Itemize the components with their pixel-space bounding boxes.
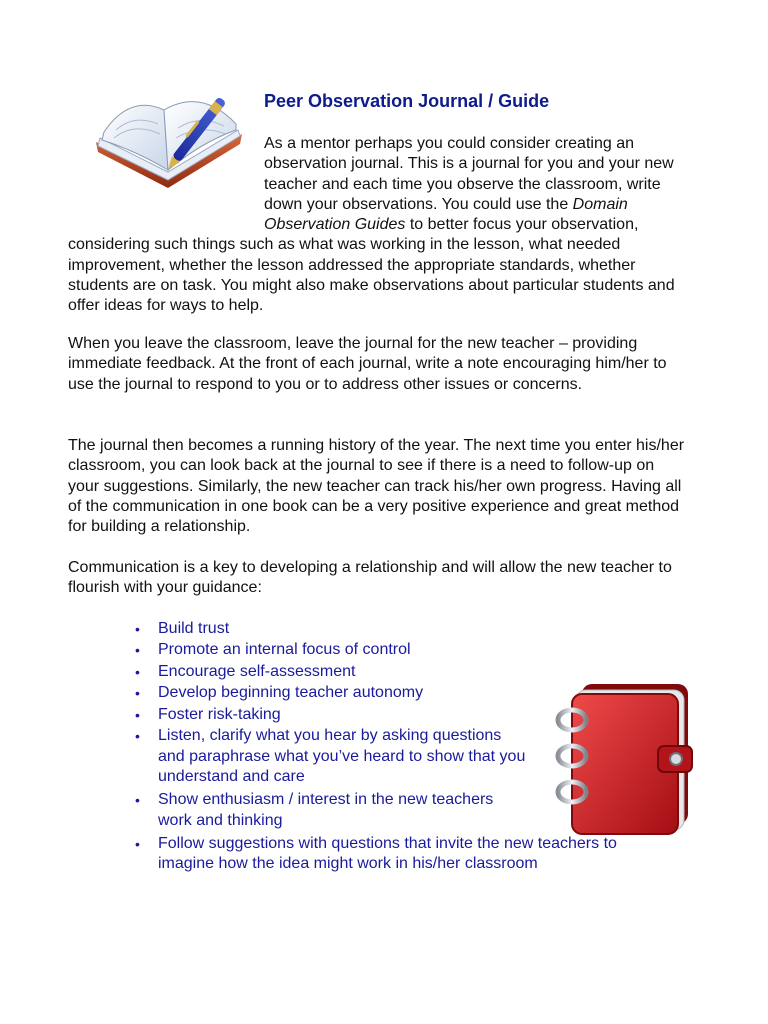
list-item: • Foster risk-taking <box>134 705 538 725</box>
feedback-paragraph: When you leave the classroom, leave the journal for the new teacher – providing immediate feedback. At the front of each journal, write a note encouraging him/her to use the journal to respond to you or to address other issues or concerns. <box>68 335 667 393</box>
list-item: • Encourage self-assessment <box>134 662 538 682</box>
communication-paragraph: Communication is a key to developing a relationship and will allow the new teacher to flourish with your guidance: <box>68 559 672 597</box>
list-item: • Develop beginning teacher autonomy <box>134 683 538 703</box>
bullet-icon: • <box>135 835 140 852</box>
list-item: • Build trust <box>134 619 538 639</box>
list-item: • Listen, clarify what you hear by asking questions and paraphrase what you’ve heard to show that you understand and care <box>135 727 526 786</box>
red-ring-planner-icon <box>548 680 700 840</box>
bullet-icon: • <box>135 663 140 680</box>
bullet-icon: • <box>135 706 140 723</box>
bullet-icon: • <box>135 685 140 702</box>
list-item: • Show enthusiasm / interest in the new teachers work and thinking <box>135 791 494 829</box>
list-item: • Follow suggestions with questions that invite the new teachers to imagine how the idea might work in his/her classroom <box>135 834 617 873</box>
bullet-icon: • <box>135 642 140 659</box>
page-title: Peer Observation Journal / Guide <box>264 91 550 111</box>
intro-text-start: As a mentor perhaps you could consider creating an observation journal. This is a journal for you and your new teacher and each time you observe the classroom, write down your observations. You could use the <box>264 135 674 213</box>
history-paragraph: The journal then becomes a running history of the year. The next time you enter his/her classroom, you can look back at the journal to see if there is a need to follow-up on your suggestions. Similarly, the new teacher can track his/her own progress. Having all of the communication in one book can be a very positive experience and great method for building a relationship. <box>68 437 685 536</box>
bullet-icon: • <box>135 621 140 637</box>
bullet-icon: • <box>135 792 140 809</box>
domain-guides-reference: Domain Observation Guides <box>264 195 628 234</box>
intro-text-end: to better focus your observation, considering such things such as what was working in the lesson, what needed improvement, whether the lesson addressed the appropriate standards, whether students are on task. You might also make observations about particular students and offer ideas for ways to help. <box>68 216 675 315</box>
bullet-icon: • <box>135 728 140 745</box>
list-item: • Promote an internal focus of control <box>134 640 538 660</box>
intro-paragraph <box>68 134 688 317</box>
